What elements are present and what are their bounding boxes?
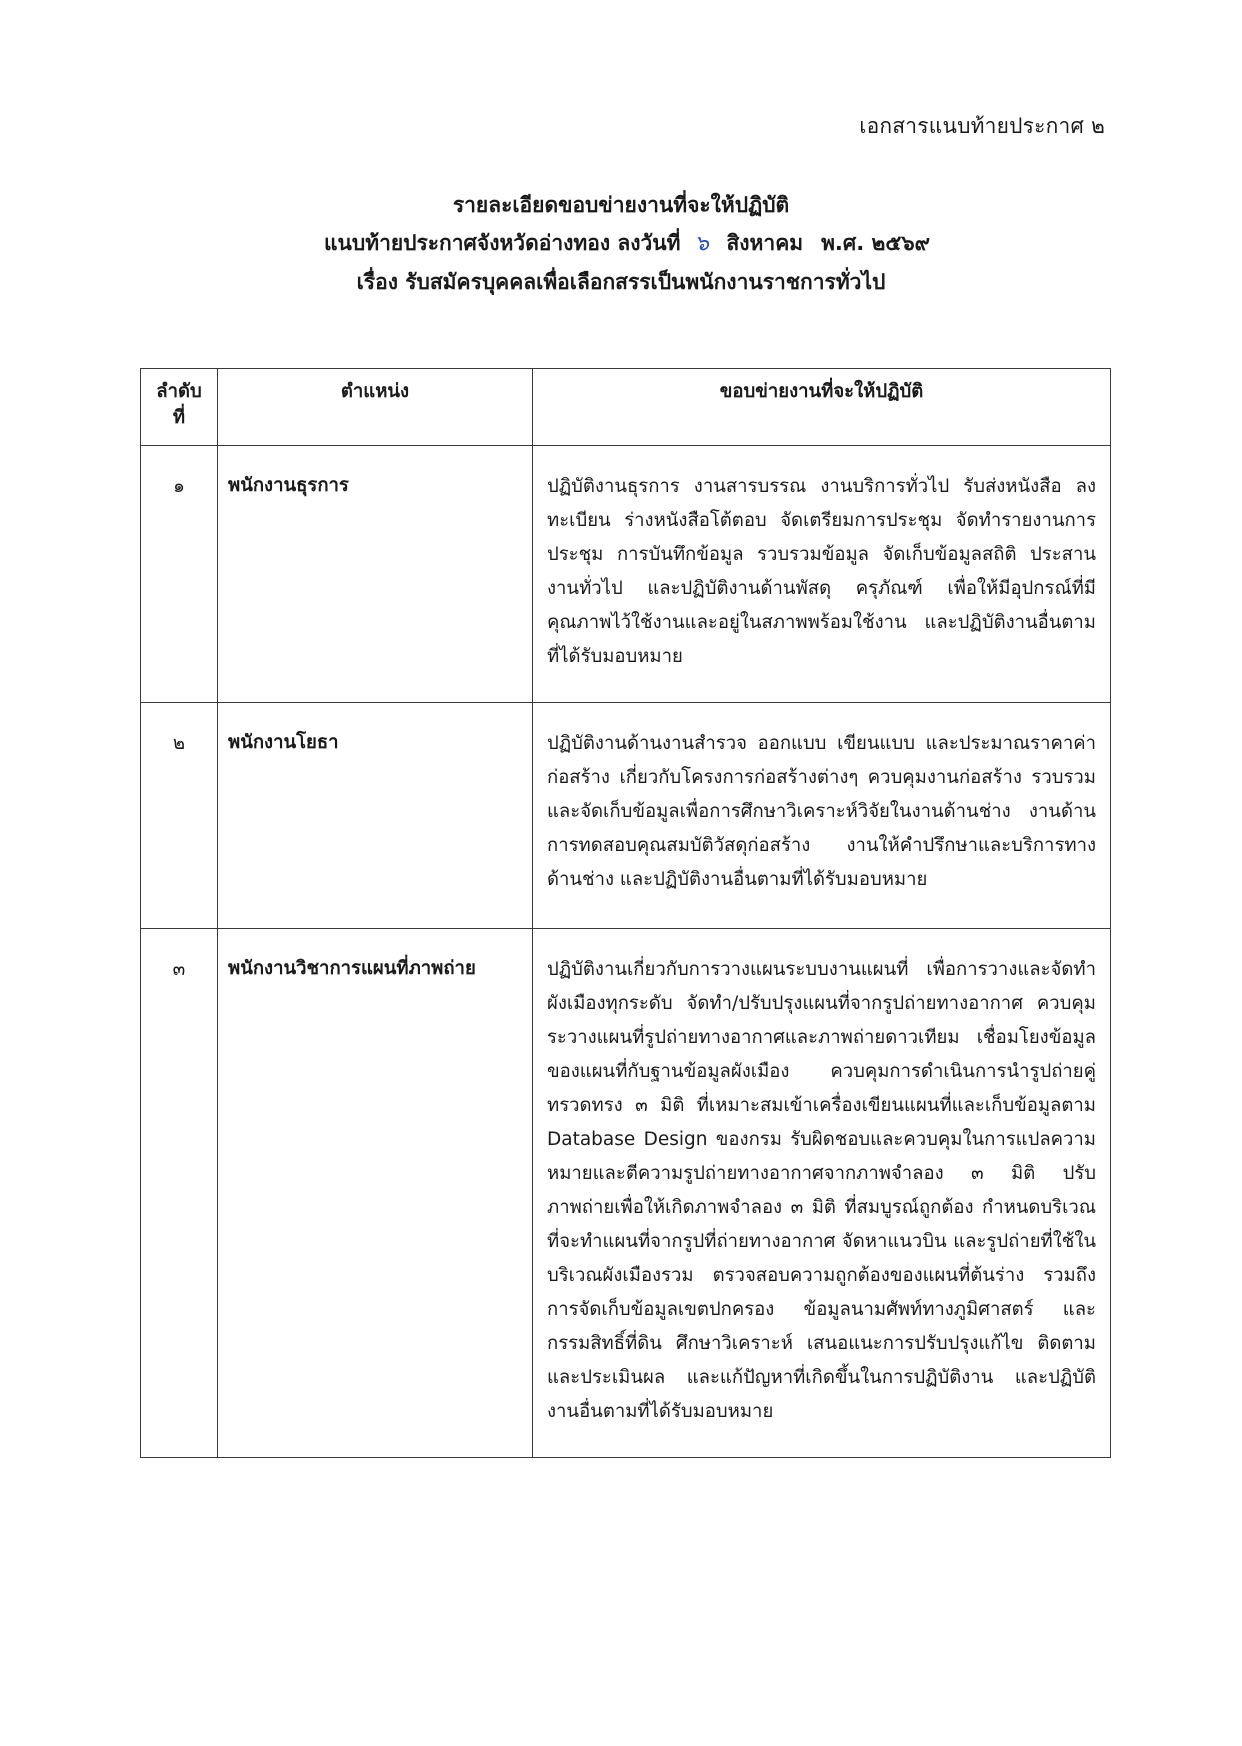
duties-description: ปฏิบัติงานธุรการ งานสารบรรณ งานบริการทั่วไป รับส่งหนังสือ ลงทะเบียน ร่างหนังสือโต้ตอบ จัดเตรียมการประชุม จัดทำรายงานการประชุม การบันทึกข้อมูล รวบรวมข้อมูล จัดเก็บข้อมูลสถิติ ประสานงานทั่วไป และปฏิบัติงานด้านพัสดุ ครุภัณฑ์ เพื่อให้มีอุปกรณ์ที่มีคุณภาพไว้ใช้งานและอยู่ในสภาพพร้อมใช้งาน และปฏิบัติงานอื่นตามที่ได้รับมอบหมาย <box>533 446 1111 703</box>
table-row <box>141 446 1111 703</box>
duties-description: ปฏิบัติงานเกี่ยวกับการวางแผนระบบงานแผนที่ เพื่อการวางและจัดทำผังเมืองทุกระดับ จัดทำ/ปรับปรุงแผนที่จากรูปถ่ายทางอากาศ ควบคุมระวางแผนที่รูปถ่ายทางอากาศและภาพถ่ายดาวเทียม เชื่อมโยงข้อมูลของแผนที่กับฐานข้อมูลผังเมือง ควบคุมการดำเนินการนำรูปถ่ายคู่ทรวดทรง ๓ มิติ ที่เหมาะสมเข้าเครื่องเขียนแผนที่และเก็บข้อมูลตาม Database Design ของกรม รับผิดชอบและควบคุมในการแปลความหมายและตีความรูปถ่ายทางอากาศจากภาพจำลอง ๓ มิติ ปรับภาพถ่ายเพื่อให้เกิดภาพจำลอง ๓ มิติ ที่สมบูรณ์ถูกต้อง กำหนดบริเวณที่จะทำแผนที่จากรูปที่ถ่ายทางอากาศ จัดหาแนวบิน และรูปถ่ายที่ใช้ในบริเวณผังเมืองรวม ตรวจสอบความถูกต้องของแผนที่ต้นร่าง รวมถึงการจัดเก็บข้อมูลเขตปกครอง ข้อมูลนามศัพท์ทางภูมิศาสตร์ และกรรมสิทธิ์ที่ดิน ศึกษาวิเคราะห์ เสนอแนะการปรับปรุงแก้ไข ติดตามและประเมินผล และแก้ปัญหาที่เกิดขึ้นในการปฏิบัติงาน และปฏิบัติงานอื่นตามที่ได้รับมอบหมาย <box>533 929 1111 1458</box>
duties-description: ปฏิบัติงานด้านงานสำรวจ ออกแบบ เขียนแบบ และประมาณราคาค่าก่อสร้าง เกี่ยวกับโครงการก่อสร้างต่างๆ ควบคุมงานก่อสร้าง รวบรวมและจัดเก็บข้อมูลเพื่อการศึกษาวิเคราะห์วิจัยในงานด้านช่าง งานด้านการทดสอบคุณสมบัติวัสดุก่อสร้าง งานให้คำปรึกษาและบริการทางด้านช่าง และปฏิบัติงานอื่นตามที่ได้รับมอบหมาย <box>533 703 1111 929</box>
position-title: พนักงานวิชาการแผนที่ภาพถ่าย <box>218 929 533 1458</box>
heading-announcement-prefix: แนบท้ายประกาศจังหวัดอ่างทอง ลงวันที่ <box>324 231 681 255</box>
handwritten-day: ๖ <box>692 230 711 258</box>
table-row <box>141 703 1111 929</box>
table-header-row <box>141 369 1111 446</box>
heading-title: รายละเอียดขอบข่ายงานที่จะให้ปฏิบัติ <box>452 193 790 217</box>
row-number: ๒ <box>141 703 218 929</box>
heading-announcement-line <box>324 224 930 263</box>
column-header-position: ตำแหน่ง <box>218 369 533 446</box>
duties-table <box>140 368 1111 1458</box>
heading-subject: เรื่อง รับสมัครบุคคลเพื่อเลือกสรรเป็นพนักงานราชการทั่วไป <box>356 270 886 294</box>
column-header-duties: ขอบข่ายงานที่จะให้ปฏิบัติ <box>533 369 1111 446</box>
document-heading <box>0 186 1242 301</box>
attachment-label: เอกสารแนบท้ายประกาศ ๒ <box>859 114 1105 138</box>
row-number: ๓ <box>141 929 218 1458</box>
position-title: พนักงานธุรการ <box>218 446 533 703</box>
heading-month: สิงหาคม <box>726 231 804 255</box>
column-header-no: ลำดับ ที่ <box>141 369 218 446</box>
table-row <box>141 929 1111 1458</box>
position-title: พนักงานโยธา <box>218 703 533 929</box>
row-number: ๑ <box>141 446 218 703</box>
heading-year: พ.ศ. ๒๕๖๙ <box>821 231 930 255</box>
